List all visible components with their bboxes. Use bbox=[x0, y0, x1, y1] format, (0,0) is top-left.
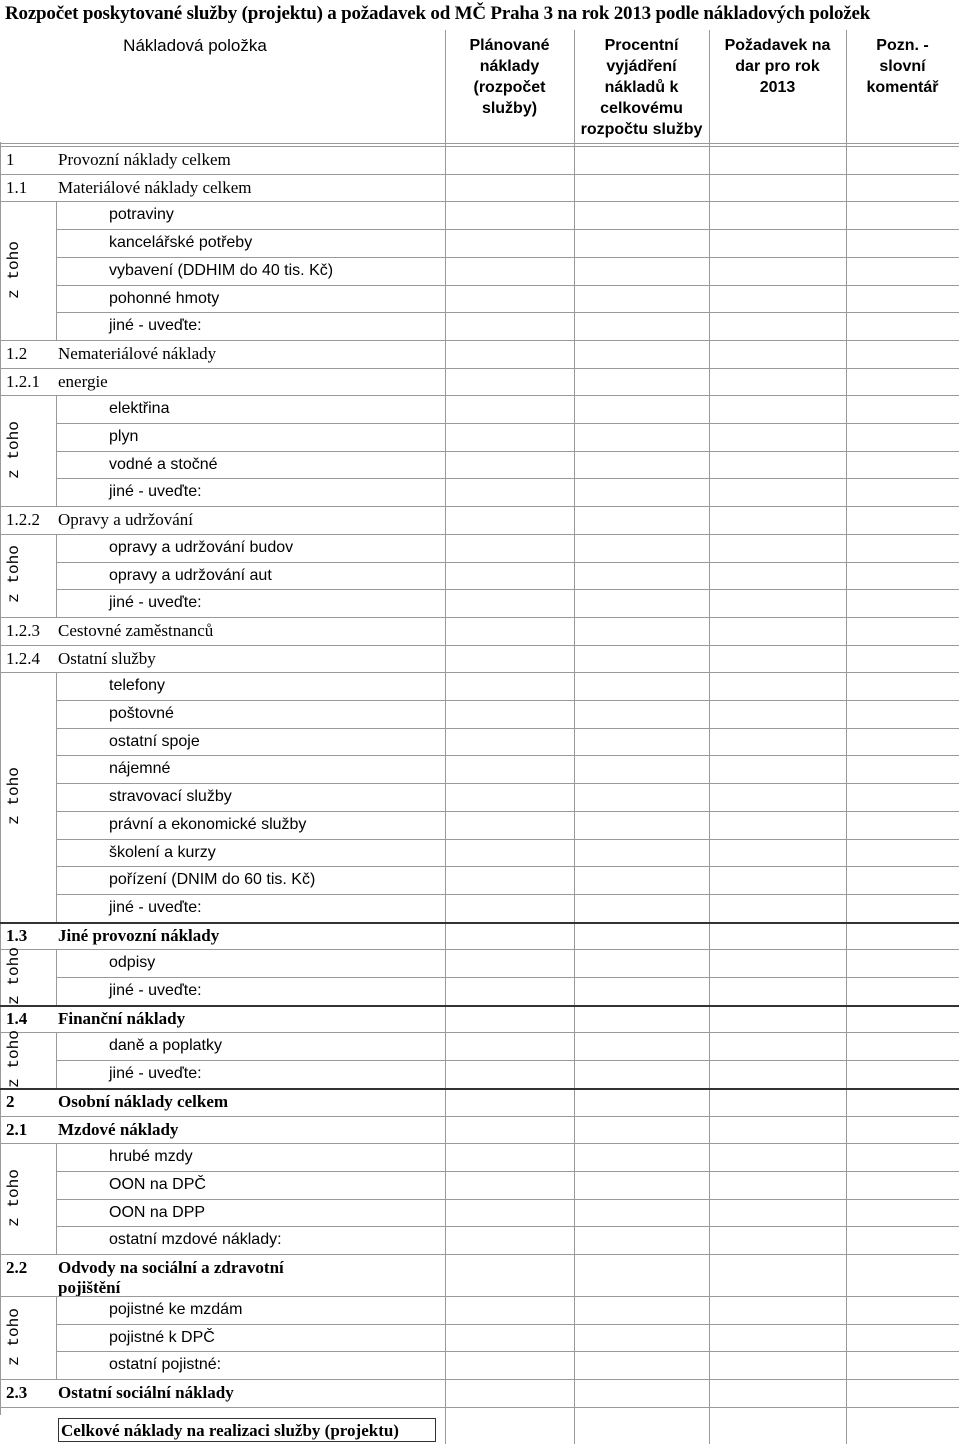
column-header-item: Nákladová položka bbox=[123, 36, 267, 55]
column-header-note-line: komentář bbox=[866, 79, 939, 96]
row-divider bbox=[56, 839, 959, 840]
group-label-z-toho: z toho bbox=[5, 1030, 23, 1088]
list-item-subitem: jiné - uveďte: bbox=[109, 483, 202, 501]
row-divider bbox=[56, 312, 959, 313]
row-divider bbox=[56, 562, 959, 563]
column-header-percent-line: rozpočtu služby bbox=[580, 121, 703, 138]
row-label: Cestovné zaměstnanců bbox=[58, 620, 214, 640]
row-label: Jiné provozní náklady bbox=[58, 925, 220, 945]
column-header-percent-line: nákladů k bbox=[604, 79, 679, 96]
document-title: Rozpočet poskytované služby (projektu) a požadavek od MČ Praha 3 na rok 2013 podle nákladových položek bbox=[5, 3, 871, 24]
row-divider bbox=[56, 1060, 959, 1061]
row-divider bbox=[0, 146, 959, 147]
row-label: Odvody na sociální a zdravotní bbox=[58, 1258, 284, 1277]
list-item-subitem: pořízení (DNIM do 60 tis. Kč) bbox=[109, 871, 316, 889]
list-item-subitem: hrubé mzdy bbox=[109, 1148, 193, 1166]
list-item-subitem: pojistné k DPČ bbox=[109, 1328, 215, 1346]
row-number: 2 bbox=[6, 1091, 15, 1111]
row-label: Nemateriálové náklady bbox=[58, 343, 217, 363]
row-divider bbox=[0, 1379, 959, 1380]
list-item-subitem: nájemné bbox=[109, 760, 171, 778]
row-label: energie bbox=[58, 371, 108, 391]
list-item-subitem: školení a kurzy bbox=[109, 843, 216, 861]
row-divider bbox=[0, 672, 959, 673]
list-item-subitem: opravy a udržování budov bbox=[109, 538, 294, 556]
column-header-request bbox=[710, 35, 845, 98]
row-number: 1.2 bbox=[6, 343, 28, 363]
row-label: Opravy a udržování bbox=[58, 510, 194, 530]
row-divider bbox=[56, 700, 959, 701]
column-divider bbox=[846, 30, 847, 1444]
row-divider bbox=[0, 1032, 959, 1033]
header-divider bbox=[0, 143, 959, 144]
row-divider bbox=[0, 340, 959, 341]
list-item-subitem: jiné - uveďte: bbox=[109, 898, 202, 916]
group-label-z-toho: z toho bbox=[5, 240, 23, 299]
column-header-planned-line: náklady bbox=[479, 58, 540, 75]
row-divider bbox=[0, 1088, 959, 1090]
row-number: 2.3 bbox=[6, 1383, 28, 1403]
list-item-subitem: pohonné hmoty bbox=[109, 289, 220, 307]
row-divider bbox=[56, 1171, 959, 1172]
list-item-subitem: právní a ekonomické služby bbox=[109, 815, 307, 833]
row-divider bbox=[56, 755, 959, 756]
group-label-z-toho: z toho bbox=[5, 420, 23, 479]
column-header-note-line: slovní bbox=[879, 58, 926, 75]
column-header-planned bbox=[446, 35, 573, 119]
column-header-request-line: Požadavek na bbox=[724, 37, 831, 54]
row-divider bbox=[0, 1296, 959, 1297]
group-label-z-toho: z toho bbox=[5, 767, 23, 825]
row-divider bbox=[56, 783, 959, 784]
group-label-z-toho: z toho bbox=[5, 1168, 23, 1227]
list-item-subitem: opravy a udržování aut bbox=[109, 566, 272, 584]
row-label: Ostatní služby bbox=[58, 648, 156, 668]
row-label: Osobní náklady celkem bbox=[58, 1091, 229, 1111]
list-item-subitem: plyn bbox=[109, 428, 139, 445]
list-item-subitem: elektřina bbox=[109, 400, 170, 418]
column-header-note bbox=[847, 35, 958, 98]
group-divider bbox=[56, 534, 57, 617]
list-item-subitem: daně a poplatky bbox=[109, 1037, 222, 1055]
list-item-subitem: jiné - uveďte: bbox=[109, 1065, 202, 1083]
list-item-subitem: pojistné ke mzdám bbox=[109, 1301, 243, 1318]
row-divider bbox=[56, 894, 959, 895]
row-divider bbox=[56, 589, 959, 590]
row-number: 2.1 bbox=[6, 1119, 28, 1139]
list-item-subitem: stravovací služby bbox=[109, 788, 232, 806]
list-item-subitem: potraviny bbox=[109, 206, 174, 224]
row-divider bbox=[0, 1005, 959, 1007]
row-divider bbox=[0, 506, 959, 507]
list-item-subitem: OON na DPČ bbox=[109, 1175, 206, 1193]
group-divider bbox=[56, 949, 57, 1004]
group-divider bbox=[56, 395, 57, 506]
group-divider bbox=[56, 1143, 57, 1254]
list-item-subitem: ostatní pojistné: bbox=[109, 1356, 222, 1374]
total-row-label: Celkové náklady na realizaci služby (projektu) bbox=[58, 1418, 436, 1442]
row-divider bbox=[56, 1351, 959, 1352]
row-label: Finanční náklady bbox=[58, 1008, 186, 1028]
column-header-planned-line: (rozpočet bbox=[473, 79, 546, 96]
row-label-continued: pojištění bbox=[58, 1278, 121, 1297]
column-divider bbox=[574, 30, 575, 1444]
list-item-subitem: vodné a stočné bbox=[109, 455, 218, 473]
row-divider bbox=[56, 285, 959, 286]
row-divider bbox=[56, 1199, 959, 1200]
list-item-subitem: jiné - uveďte: bbox=[109, 594, 202, 612]
column-header-percent-line: vyjádření bbox=[606, 58, 677, 75]
row-divider bbox=[0, 617, 959, 618]
row-divider bbox=[56, 1226, 959, 1227]
list-item-subitem: jiné - uveďte: bbox=[109, 982, 202, 999]
group-divider bbox=[56, 672, 57, 921]
row-divider bbox=[56, 478, 959, 479]
group-label-z-toho: z toho bbox=[5, 1307, 23, 1366]
list-item-subitem: OON na DPP bbox=[109, 1203, 206, 1221]
list-item-subitem: jiné - uveďte: bbox=[109, 317, 202, 335]
row-number: 1.3 bbox=[6, 925, 28, 945]
column-header-note-line: Pozn. - bbox=[876, 37, 929, 54]
row-divider bbox=[0, 395, 959, 396]
list-item-subitem: ostatní mzdové náklady: bbox=[109, 1231, 282, 1249]
column-header-request-line: 2013 bbox=[759, 79, 796, 96]
list-item-subitem: telefony bbox=[109, 677, 166, 695]
row-divider bbox=[0, 645, 959, 646]
list-item-subitem: ostatní spoje bbox=[109, 732, 200, 750]
row-number: 1.1 bbox=[6, 177, 28, 197]
list-item-subitem: kancelářské potřeby bbox=[109, 234, 253, 252]
group-divider bbox=[56, 1296, 57, 1379]
column-divider bbox=[709, 30, 710, 1444]
row-label: Mzdové náklady bbox=[58, 1119, 179, 1139]
row-number: 1.2.2 bbox=[6, 510, 40, 530]
column-divider bbox=[445, 30, 446, 1444]
column-header-request-line: dar pro rok bbox=[735, 58, 820, 75]
column-header-percent bbox=[575, 35, 708, 140]
row-label: Provozní náklady celkem bbox=[58, 150, 231, 169]
row-divider bbox=[56, 229, 959, 230]
row-divider bbox=[56, 866, 959, 867]
row-number: 1.2.4 bbox=[6, 648, 40, 668]
column-header-planned-line: Plánované bbox=[469, 37, 550, 54]
row-divider bbox=[0, 174, 959, 175]
row-divider bbox=[56, 728, 959, 729]
row-number: 2.2 bbox=[6, 1258, 28, 1277]
row-divider bbox=[0, 368, 959, 369]
row-divider bbox=[0, 1407, 959, 1408]
row-divider bbox=[56, 257, 959, 258]
list-item-subitem: odpisy bbox=[109, 954, 156, 972]
row-divider bbox=[0, 1116, 959, 1117]
row-divider bbox=[56, 977, 959, 978]
row-number: 1.2.1 bbox=[6, 371, 40, 391]
row-label: Materiálové náklady celkem bbox=[58, 177, 252, 197]
table-left-border bbox=[0, 142, 1, 1415]
row-number: 1 bbox=[6, 150, 15, 169]
column-header-percent-line: Procentní bbox=[604, 37, 679, 54]
column-header-planned-line: služby) bbox=[481, 100, 538, 117]
row-divider bbox=[0, 201, 959, 202]
row-number: 1.2.3 bbox=[6, 620, 40, 640]
row-divider bbox=[0, 1143, 959, 1144]
row-divider bbox=[0, 949, 959, 950]
list-item-subitem: vybavení (DDHIM do 40 tis. Kč) bbox=[109, 261, 334, 279]
row-divider bbox=[56, 451, 959, 452]
group-divider bbox=[56, 1032, 57, 1087]
column-header-percent-line: celkovému bbox=[600, 100, 683, 117]
row-divider bbox=[0, 1254, 959, 1255]
row-number: 1.4 bbox=[6, 1008, 28, 1028]
row-divider bbox=[0, 534, 959, 535]
row-label: Ostatní sociální náklady bbox=[58, 1383, 234, 1403]
list-item-subitem: poštovné bbox=[109, 705, 174, 722]
row-divider bbox=[56, 423, 959, 424]
row-divider bbox=[0, 922, 959, 924]
group-divider bbox=[56, 201, 57, 340]
row-divider bbox=[56, 811, 959, 812]
row-divider bbox=[56, 1324, 959, 1325]
group-label-z-toho: z toho bbox=[5, 545, 23, 604]
group-label-z-toho: z toho bbox=[5, 947, 23, 1005]
